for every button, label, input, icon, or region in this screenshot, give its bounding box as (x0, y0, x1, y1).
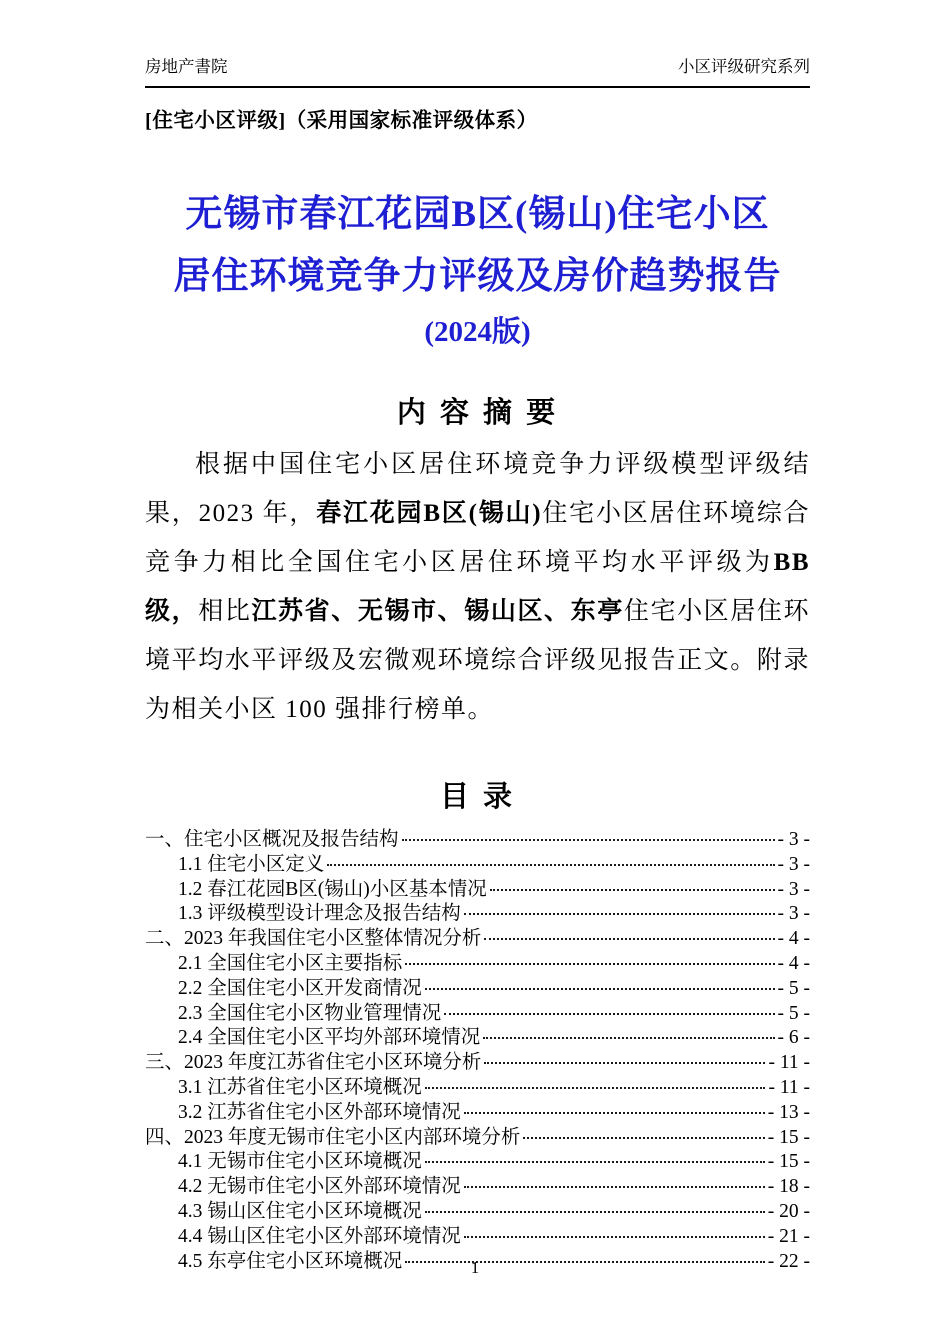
toc-entry-page-number: - 4 - (777, 952, 810, 974)
toc-entry-label: 4.5 东亭住宅小区环境概况 (178, 1250, 403, 1272)
toc-entry[interactable] (145, 828, 810, 853)
report-title (145, 184, 810, 352)
toc-dot-leader (464, 1112, 765, 1114)
summary-segment: 相比 (198, 598, 252, 625)
toc-entry-label: 4.2 无锡市住宅小区外部环境情况 (178, 1176, 461, 1198)
toc-dot-leader (484, 1062, 765, 1064)
toc-entry[interactable] (145, 1175, 810, 1200)
toc-entry[interactable] (145, 1076, 810, 1101)
toc-dot-leader (483, 1037, 774, 1039)
summary-segment-bold: BB 级， (145, 549, 810, 625)
summary-heading: 内 容 摘 要 (396, 397, 559, 429)
summary-paragraph (145, 440, 810, 734)
toc-heading: 目 录 (439, 781, 516, 813)
report-title-line2: 居住环境竞争力评级及房价趋势报告 (173, 256, 782, 297)
toc-entry[interactable] (145, 878, 810, 903)
toc-entry-page-number: - 18 - (767, 1176, 810, 1198)
toc-entry[interactable] (145, 853, 810, 878)
toc-entry-page-number: - 4 - (777, 928, 810, 950)
summary-segment: 住宅小区居住环境平均水平评级及宏微观环境综合评级见报告正文。附录为相关小区 100 强排行榜单。 (145, 598, 810, 723)
toc-entry-page-number: - 13 - (767, 1101, 810, 1123)
toc-entry[interactable] (145, 1026, 810, 1051)
toc-entry-label: 4.1 无锡市住宅小区环境概况 (178, 1151, 422, 1173)
toc-dot-leader (402, 839, 775, 841)
toc-entry-page-number: - 5 - (777, 1002, 810, 1024)
rating-system-note: [住宅小区评级]（采用国家标准评级体系） (145, 110, 538, 132)
toc-entry-page-number: - 3 - (777, 853, 810, 875)
report-title-edition: (2024版) (424, 316, 531, 348)
toc-entry-label: 一、住宅小区概况及报告结构 (145, 829, 399, 850)
header-left-text: 房地产書院 (145, 58, 228, 76)
toc-entry-page-number: - 21 - (767, 1225, 810, 1247)
toc-entry-label: 2.2 全国住宅小区开发商情况 (178, 977, 422, 999)
toc-dot-leader (523, 1137, 764, 1139)
toc-entry-label: 3.1 江苏省住宅小区环境概况 (178, 1076, 422, 1098)
toc-dot-leader (425, 1161, 765, 1163)
toc-dot-leader (464, 1186, 765, 1188)
toc-entry-label: 1.1 住宅小区定义 (178, 853, 325, 875)
toc-entry[interactable] (145, 1150, 810, 1175)
toc-dot-leader (444, 1013, 774, 1015)
toc-entry-page-number: - 11 - (768, 1052, 810, 1074)
summary-segment: 住宅小区居住环境综合竞争力相比全国住宅小区居住环境平均水平评级为 (145, 500, 810, 576)
toc-entry-label: 2.1 全国住宅小区主要指标 (178, 952, 403, 974)
toc-entry-label: 4.4 锡山区住宅小区外部环境情况 (178, 1225, 461, 1247)
toc-entry-label: 二、2023 年我国住宅小区整体情况分析 (145, 928, 482, 950)
report-title-line1: 无锡市春江花园B区(锡山)住宅小区 (185, 194, 770, 235)
toc-dot-leader (484, 938, 774, 940)
toc-dot-leader (490, 889, 775, 891)
toc-entry[interactable] (145, 1051, 810, 1076)
toc-entry-label: 四、2023 年度无锡市住宅小区内部环境分析 (145, 1126, 521, 1148)
toc-entry-label: 3.2 江苏省住宅小区外部环境情况 (178, 1101, 461, 1123)
toc-entry[interactable] (145, 1101, 810, 1126)
toc-list (145, 828, 810, 1274)
toc-entry-label: 三、2023 年度江苏省住宅小区环境分析 (145, 1052, 482, 1074)
toc-entry-label: 4.3 锡山区住宅小区环境概况 (178, 1200, 422, 1222)
toc-entry-page-number: - 20 - (767, 1200, 810, 1222)
toc-entry-page-number: - 11 - (768, 1076, 810, 1098)
toc-entry-page-number: - 3 - (777, 878, 810, 900)
toc-entry-page-number: - 6 - (777, 1027, 810, 1049)
toc-dot-leader (425, 988, 775, 990)
toc-dot-leader (425, 1211, 765, 1213)
toc-entry-page-number: - 3 - (777, 903, 810, 925)
toc-dot-leader (464, 913, 775, 915)
toc-entry-label: 2.3 全国住宅小区物业管理情况 (178, 1002, 442, 1024)
toc-entry[interactable] (145, 977, 810, 1002)
toc-entry-label: 1.2 春江花园B区(锡山)小区基本情况 (178, 878, 487, 900)
summary-segment-bold: 春江花园B区(锡山) (316, 500, 543, 527)
toc-entry-label: 2.4 全国住宅小区平均外部环境情况 (178, 1027, 481, 1049)
toc-entry-page-number: - 3 - (777, 829, 810, 850)
toc-entry-page-number: - 22 - (767, 1250, 810, 1272)
toc-dot-leader (425, 1087, 766, 1089)
toc-entry[interactable] (145, 902, 810, 927)
toc-entry-page-number: - 15 - (767, 1126, 810, 1148)
toc-entry[interactable] (145, 1002, 810, 1027)
footer-page-number: 1 (470, 1258, 480, 1277)
header-right-text: 小区评级研究系列 (678, 58, 810, 76)
summary-segment: 根据中国住宅小区居住环境竞争力评级模型评级结果，2023 年， (145, 451, 810, 527)
toc-dot-leader (327, 864, 774, 866)
page-header (145, 0, 810, 88)
toc-entry[interactable] (145, 952, 810, 977)
toc-entry[interactable] (145, 927, 810, 952)
toc-entry[interactable] (145, 1200, 810, 1225)
toc-entry[interactable] (145, 1126, 810, 1151)
toc-entry[interactable] (145, 1225, 810, 1250)
toc-dot-leader (464, 1236, 765, 1238)
toc-entry-label: 1.3 评级模型设计理念及报告结构 (178, 903, 461, 925)
toc-entry-page-number: - 5 - (777, 977, 810, 999)
summary-segment-bold: 江苏省、无锡市、锡山区、东亭 (251, 598, 624, 625)
toc-dot-leader (405, 963, 774, 965)
toc-entry-page-number: - 15 - (767, 1151, 810, 1173)
